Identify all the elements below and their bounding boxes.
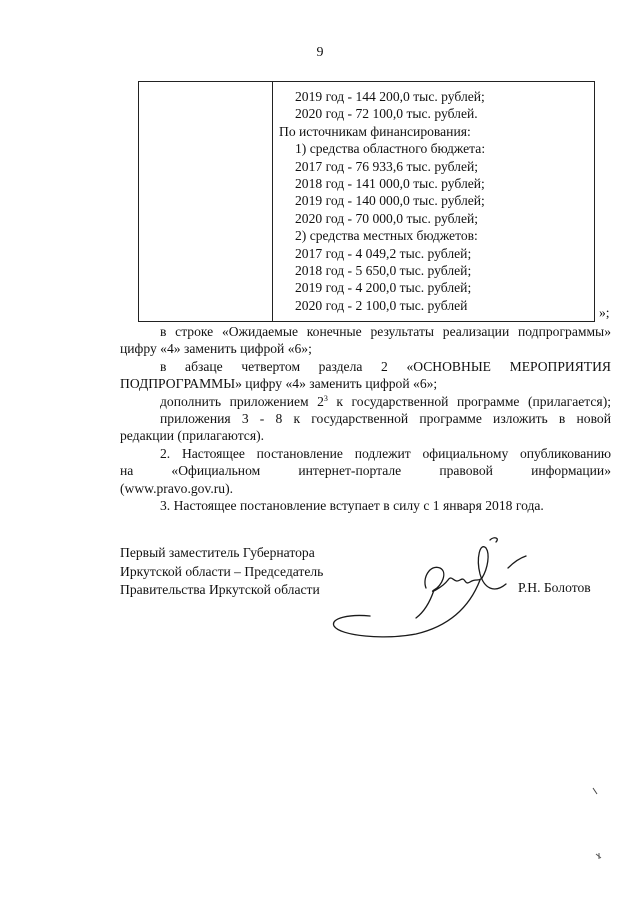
paragraph-section-2-cont: ПОДПРОГРАММЫ» цифру «4» заменить цифрой «6»; xyxy=(120,376,438,392)
amendment-text xyxy=(120,323,611,514)
funding-line: 2020 год - 72 100,0 тыс. рублей. xyxy=(295,106,478,122)
funding-line: 2020 год - 70 000,0 тыс. рублей; xyxy=(295,210,479,226)
appendix-superscript: 3 xyxy=(323,393,328,403)
signatory-title-line: Иркутской области – Председатель xyxy=(120,563,324,579)
paragraph-publication-url: (www.pravo.gov.ru). xyxy=(120,480,233,496)
paragraph-effective-date: 3. Настоящее постановление вступает в силу с 1 января 2018 года. xyxy=(160,498,544,514)
funding-line: 2) средства местных бюджетов: xyxy=(295,228,478,244)
funding-line: 2020 год - 2 100,0 тыс. рублей xyxy=(295,297,468,313)
funding-line: 2018 год - 5 650,0 тыс. рублей; xyxy=(295,263,472,279)
funding-lines xyxy=(273,88,594,314)
paragraph-publication: 2. Настоящее постановление подлежит официальному опубликованию xyxy=(160,445,611,461)
paragraph-publication-portal: на «Официальном интернет-портале правовой информации» xyxy=(120,463,611,479)
funding-line: 2019 год - 140 000,0 тыс. рублей; xyxy=(295,193,485,209)
table-closing-quote: »; xyxy=(599,305,610,320)
handwritten-signature xyxy=(330,528,530,646)
paragraph-appendix-add xyxy=(120,393,611,410)
funding-table xyxy=(138,81,595,322)
signatory-title-line: Правительства Иркутской области xyxy=(120,582,320,597)
funding-line: 2017 год - 4 049,2 тыс. рублей; xyxy=(295,245,472,261)
paragraph-appendices-new-cont: редакции (прилагаются). xyxy=(120,428,265,444)
funding-line: 2017 год - 76 933,6 тыс. рублей; xyxy=(295,158,479,174)
margin-mark-icon xyxy=(595,852,603,860)
paragraph-expected-results: в строке «Ожидаемые конечные результаты реализации подпрограммы» xyxy=(160,324,611,339)
funding-line: 2018 год - 141 000,0 тыс. рублей; xyxy=(295,176,485,192)
signatory-name: Р.Н. Болотов xyxy=(518,580,591,595)
funding-line: По источникам финансирования: xyxy=(279,123,471,139)
signatory-title-line: Первый заместитель Губернатора xyxy=(120,545,315,560)
margin-mark-icon xyxy=(592,787,598,795)
funding-line: 1) средства областного бюджета: xyxy=(295,141,486,157)
appendix-text-post: к государственной программе (прилагается); xyxy=(327,393,611,409)
appendix-text-pre: дополнить приложением 2 xyxy=(160,393,324,409)
paragraph-appendices-new: приложения 3 - 8 к государственной программе изложить в новой xyxy=(160,411,611,427)
funding-table-values-cell xyxy=(273,82,595,322)
paragraph-section-2: в абзаце четвертом раздела 2 «ОСНОВНЫЕ МЕРОПРИЯТИЯ xyxy=(160,358,611,374)
paragraph-expected-results-cont: цифру «4» заменить цифрой «6»; xyxy=(120,341,312,357)
page-number: 9 xyxy=(316,45,324,60)
signatory-title xyxy=(120,544,323,600)
funding-line: 2019 год - 144 200,0 тыс. рублей; xyxy=(295,89,485,104)
funding-line: 2019 год - 4 200,0 тыс. рублей; xyxy=(295,280,472,296)
funding-table-label-cell xyxy=(139,82,273,322)
